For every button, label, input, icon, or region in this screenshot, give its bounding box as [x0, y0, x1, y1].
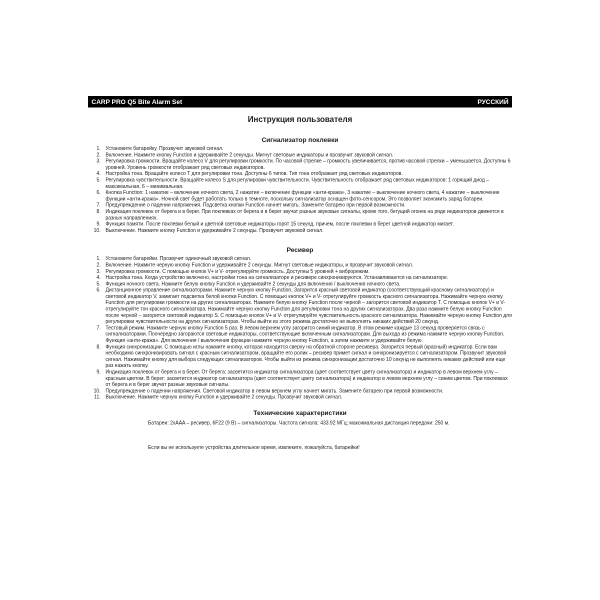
header-bar	[88, 96, 512, 108]
battery-note: Если вы не используете устройства длительное время, извлеките, пожалуйста, батарейки!	[148, 444, 360, 451]
instruction-item: 1. Установите батарейки. Прозвучит одиночный звуковой сигнал.	[102, 256, 512, 262]
product-name: CARP PRO Q5 Bite Alarm Set	[91, 98, 183, 106]
instruction-item: 10. Выключение. Нажмите кнопку Function и удерживайте 2 секунды. Прозвучит звуковой сигнал.	[102, 228, 512, 234]
instruction-item: 4. Настройка тона. Когда устройство включено, настройки тона на сигнализаторе и ресивере синхронизируются. Устанавливаются на сигнализаторе.	[102, 275, 512, 281]
instruction-item: 2. Включение. Нажмите черную кнопку Function и удерживайте 2 секунды. Мигнут световые индикаторы, и прозвучит звуковой сигнал.	[102, 262, 512, 268]
instruction-item: 9. Индикация поклевок от берега и в берег. От берега: засветится индикатор сигнализатора (цвет соответствует цвету сигнализатора) и индикатор в левом верхнем углу – красным цветом. В берег: засветится индикатор сигнализатора (цвет соответствует цвету сигнализатора) и индикатор в левом верхнем углу – синим цветом. При поклевках от берега и в берег звучат разные звуковые сигналы.	[102, 370, 512, 389]
instruction-item: 8. Индикация поклевок от берега и в берег. При поклевках от берега и в берег звучат разные звуковые сигналы, кроме того, бегущий огонек на ряде индикаторов движется в разных направлениях.	[102, 209, 512, 222]
signal-instruction-list	[88, 146, 512, 234]
instruction-item: 10. Предупреждение о падении напряжения. Световой индикатор в левом верхнем углу начнет мигать. Замените батарею при первой возможности.	[102, 388, 512, 394]
page-title: Инструкция пользователя	[247, 115, 353, 124]
instruction-item: 11. Выключение. Нажмите черную кнопку Function и удерживайте 2 секунды. Прозвучит звуковой сигнал.	[102, 395, 512, 401]
instruction-item: 7. Тестовый режим. Нажмите черную кнопку Function 5 раз. В левом верхнем углу загорится синий индикатор. В этом режиме каждые 13 секунд проверяется связь с сигнализаторами. Поочередно загораются световые индикаторы, соответствующие включенным сигнализаторам. Для выхода из режима нажмите черную кнопку Function. Функция «анти-кража». Для включения / выключения функции нажмите черную кнопку Function, а затем нажмите и удерживайте белую.	[102, 325, 512, 344]
section-heading-signal: Сигнализатор поклевки	[261, 136, 339, 144]
instruction-item: 4. Настройка тона. Вращайте колесо T для регулировки тона. Доступны 6 типов. Тип тона отображает ряд световых индикаторов.	[102, 171, 512, 177]
instruction-item: 2. Включение. Нажмите кнопку Function и удерживайте 2 секунды. Мигнут световые индикаторы и прозвучит звуковой сигнал.	[102, 152, 512, 158]
instruction-item: 5. Функция ночного света. Нажмите белую кнопку Function и удерживайте 2 секунды для включения / выключения ночного света.	[102, 281, 512, 287]
instruction-item: 5. Регулировка чувствительности. Вращайте колесо S для регулировки чувствительности. Чувствительность отображает ряд световых индикаторов: 1 горящий диод – максимальная, 6 – минимальная.	[102, 177, 512, 190]
specs-text: Батареи: 2xAAA – ресивер, 6F22 (9 В) – сигнализаторы. Частота сигнала: 433.92 МГц; максимальная дистанция передачи: 250 м.	[148, 420, 450, 426]
instruction-item: 7. Предупреждение о падении напряжения. Подсветка кнопки Function начнет мигать. Замените батарею при первой возможности.	[102, 203, 512, 209]
language-label: РУССКИЙ	[477, 98, 509, 106]
section-heading-receiver: Ресивер	[286, 246, 314, 254]
instruction-item: 3. Регулировка громкости. С помощью кнопок V+ и V- отрегулируйте громкость. Доступны 5 уровней + виброрежим.	[102, 269, 512, 275]
instruction-item: 1. Установите батарейку. Прозвучит звуковой сигнал.	[102, 146, 512, 152]
receiver-instruction-list	[88, 256, 512, 401]
instruction-item: 3. Регулировка громкости. Вращайте колесо V для регулировки громкости. По часовой стрелке – громкость увеличивается, против часовой стрелки – уменьшается. Доступны 6 уровней. Уровень громкости отображает ряд световых индикаторов.	[102, 159, 512, 172]
page-content	[88, 96, 512, 451]
section-heading-specs: Технические характеристики	[253, 408, 347, 417]
instruction-item: 6. Дистанционное управление сигнализаторами. Нажмите черную кнопку Function. Загорится красный световой индикатор (соответствующий красному сигнализатору) и световой индикатор V, замигает подсветка белой кнопки Function. С помощью кнопок V+ и V- отрегулируйте громкость красного сигнализатора. Нажимайте черную кнопку Function для регулировки громкости на других сигнализаторах. Нажмите белую кнопку Function после черной – загорится световой индикатор T. С помощью кнопок V+ и V- отрегулируйте тон красного сигнализатора. Нажимайте черную кнопку Function для регулировки тона на других сигнализаторах. Два раза нажмите белую кнопку Function после черной – загорится световой индикатор S. С помощью кнопок V+ и V- отрегулируйте чувствительность красного сигнализатора. Нажимайте черную кнопку Function для регулировки чувствительности на других сигнализаторах. Чтобы выйти из этого режима достаточно не выполнять никаких действий 20 секунд.	[102, 288, 512, 326]
instruction-item: 6. Кнопка Function: 1 нажатие – включение ночного света, 2 нажатие – включение функции «анти-кража», 3 нажатие – выключение ночного света, 4 нажатие – выключение функции «анти-кража». Ночной свет будет работать только в темноте, поскольку сигнализатор оснащен фото-сенсором. Это позволяет экономить заряд батареи.	[102, 190, 512, 203]
instruction-item: 8. Функция синхронизации. С помощью иглы нажмите кнопку, которая находится сверху на обратной стороне ресивера. Загорится первый (красный) индикатор. Если вам необходимо синхронизировать сигнал с красным сигнализатором, вращайте его ролик – ресивер примет сигнал и синхронизируется с сигнализатором. Прозвучит звуковой сигнал. Нажимайте кнопку для выбора следующих сигнализаторов. Чтобы выйти из режима синхронизации достаточно 10 секунд не выполнять никаких действий или еще раз нажать кнопку.	[102, 344, 512, 369]
instruction-item: 9. Функция памяти. После поклевки белый и цветной световые индикаторы горят 15 секунд, причем, после поклевки в берег цветной индикатор мигает.	[102, 222, 512, 228]
